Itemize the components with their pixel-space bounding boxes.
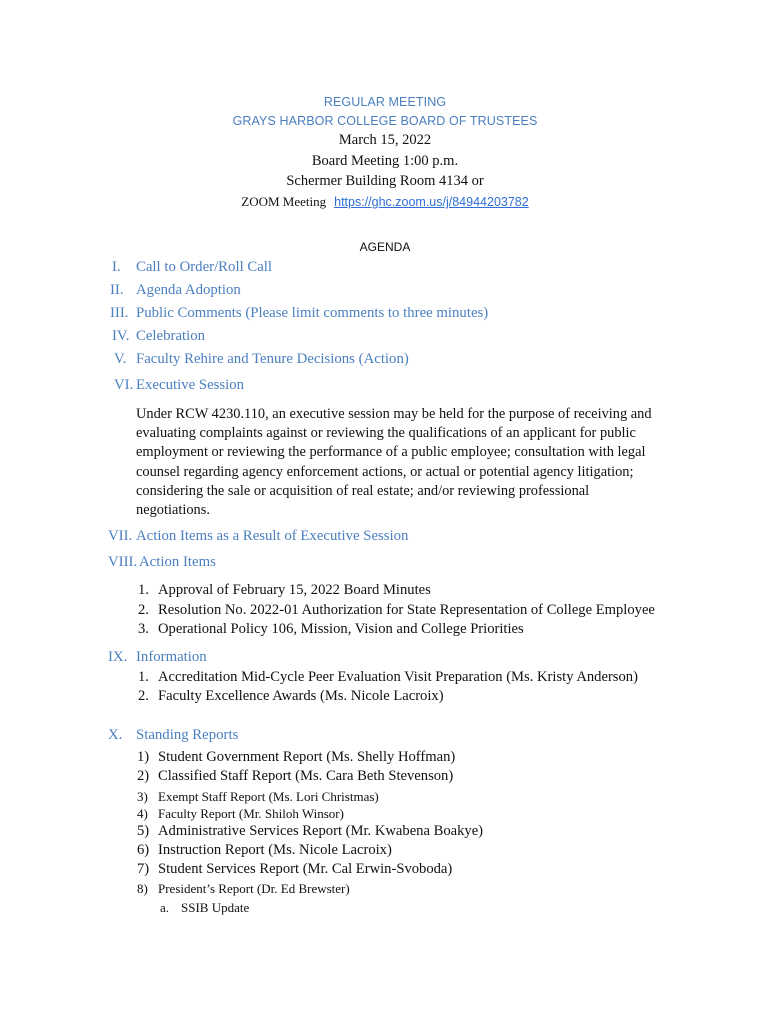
- section-6-title: Executive Session: [136, 377, 245, 393]
- section-2-title: Agenda Adoption: [136, 282, 241, 298]
- zoom-label: ZOOM Meeting: [241, 194, 327, 209]
- agenda-title: AGENDA: [359, 240, 411, 254]
- zoom-line: [0, 193, 770, 211]
- zoom-link[interactable]: https://ghc.zoom.us/j/84944203782: [334, 195, 529, 209]
- meeting-date: March 15, 2022: [338, 132, 432, 148]
- meeting-location: Schermer Building Room 4134 or: [286, 173, 484, 189]
- section-10-title: Standing Reports: [136, 727, 239, 743]
- board-name: GRAYS HARBOR COLLEGE BOARD OF TRUSTEES: [232, 114, 538, 128]
- section-9-title: Information: [136, 649, 207, 665]
- section-1-title: Call to Order/Roll Call: [136, 259, 273, 275]
- meeting-type: REGULAR MEETING: [323, 95, 447, 109]
- executive-session-text: Under RCW 4230.110, an executive session may be held for the purpose of receiving and evaluating complaints against or reviewing the qualifications of an applicant for public employment or reviewing the performance of a public employee; consultation with legal counsel regarding agency enforcement actions, or actual or potential agency litigation; considering the sale or acquisition of real estate; and/or reviewing professional negotiations.: [136, 406, 652, 519]
- section-7-title: Action Items as a Result of Executive Session: [136, 528, 409, 544]
- section-3-title: Public Comments (Please limit comments to three minutes): [136, 305, 489, 321]
- section-8-title: Action Items: [139, 554, 216, 570]
- section-4-title: Celebration: [136, 328, 206, 344]
- meeting-time: Board Meeting 1:00 p.m.: [311, 153, 459, 169]
- section-5-title: Faculty Rehire and Tenure Decisions (Action): [136, 351, 409, 367]
